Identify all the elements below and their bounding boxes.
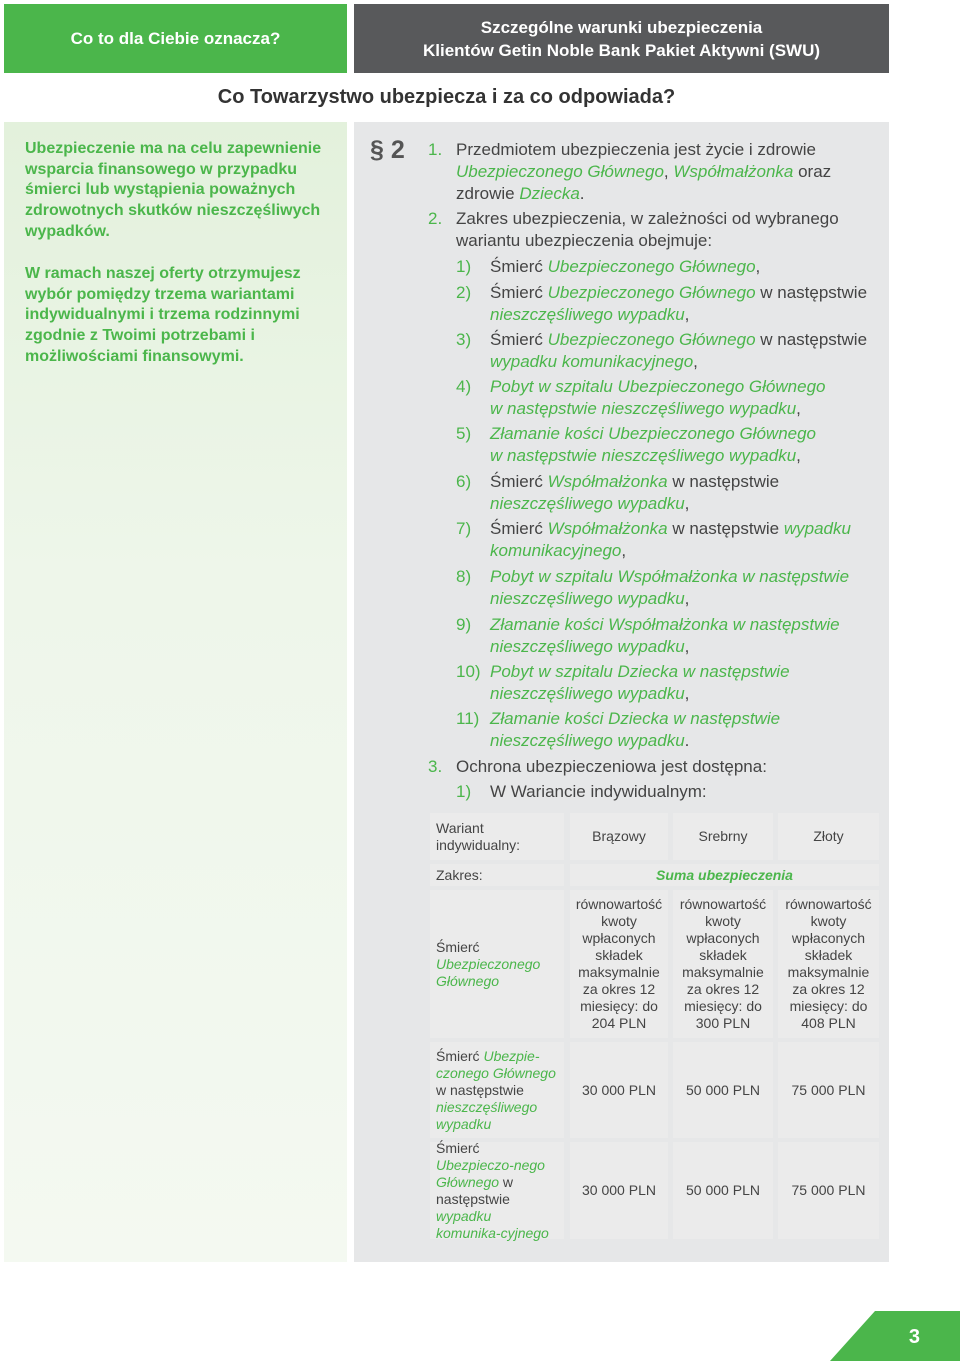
row2-label-text <box>436 1048 558 1133</box>
coverage-item <box>490 566 849 610</box>
coverage-item-part-1: , <box>796 446 801 465</box>
row1-gold: równowartość kwoty wpłaconych składek maksymalnie za okres 12 miesięcy: do 408 PLN <box>778 890 879 1038</box>
coverage-item-line1 <box>490 282 867 304</box>
point-3-number: 3. <box>428 757 443 776</box>
period: . <box>579 184 585 203</box>
coverage-item-line1 <box>490 661 790 683</box>
row3-bronze: 30 000 PLN <box>570 1142 668 1239</box>
coverage-item-part-1: , <box>684 494 690 513</box>
point-2-number: 2. <box>428 209 443 228</box>
row2-label-part-3: nieszczęśliwego wypadku <box>436 1098 538 1132</box>
coverage-item-part-2: , <box>755 257 761 276</box>
row2-bronze: 30 000 PLN <box>570 1042 668 1138</box>
point-1-line2 <box>456 161 831 183</box>
header-left-title-text: Co to dla Ciebie oznacza? <box>70 28 281 48</box>
coverage-item-line1 <box>490 614 840 636</box>
coverage-item-line2 <box>490 351 867 373</box>
coverage-item-line2 <box>490 683 790 705</box>
point-2-line1: Zakres ubezpieczenia, w zależności od wybranego <box>456 209 839 228</box>
row3-label-part-3: wypadku komunika-cyjnego <box>436 1207 549 1241</box>
coverage-item-line1 <box>490 376 825 398</box>
coverage-item-part-0: nieszczęśliwego wypadku <box>490 637 685 656</box>
coverage-item-part-0: nieszczęśliwego wypadku <box>490 731 685 750</box>
coverage-item-line1 <box>490 329 867 351</box>
row3-silver: 50 000 PLN <box>673 1142 773 1239</box>
coverage-item-line2 <box>490 398 825 420</box>
coverage-item-part-0: nieszczęśliwego wypadku <box>490 684 685 703</box>
point-3-sub-number: 1) <box>456 782 472 801</box>
coverage-item-part-1: . <box>684 731 690 750</box>
coverage-item-part-1: Ubezpieczonego Głównego <box>547 330 756 349</box>
coverage-item-part-2: w następstwie <box>667 472 780 491</box>
point-1-text <box>456 139 831 205</box>
coverage-item-part-0: Śmierć <box>490 330 548 349</box>
coverage-item-part-1: , <box>684 305 690 324</box>
coverage-item <box>490 256 760 278</box>
coverage-item-part-3: wypadku <box>783 519 851 538</box>
row3-label <box>430 1139 564 1241</box>
column-header-silver: Srebrny <box>673 813 773 860</box>
section-number: § 2 <box>370 136 405 164</box>
coverage-item-part-1: Współmałżonka <box>547 472 668 491</box>
coverage-item-part-0: w następstwie nieszczęśliwego wypadku <box>490 446 797 465</box>
coverage-item-part-1: , <box>684 637 690 656</box>
sidebar-paragraph-1: Ubezpieczenie ma na celu zapewnienie wsparcia finansowego w przypadku śmierci lub wystąpienia poważnych zdrowotnych skutków nieszczęśliwych wypadków. <box>25 140 322 240</box>
coverage-item <box>490 376 825 420</box>
term-insured: Ubezpieczonego Głównego <box>456 162 664 181</box>
coverage-item <box>490 423 816 467</box>
coverage-item-line1 <box>490 471 779 493</box>
sum-insured-label: Suma ubezpieczenia <box>570 864 879 886</box>
coverage-item <box>490 329 867 373</box>
point-3-sub-text: W Wariancie indywidualnym: <box>490 782 707 801</box>
point-1-line1: Przedmiotem ubezpieczenia jest życie i zdrowie <box>456 140 816 159</box>
coverage-item-number: 9) <box>456 615 472 634</box>
row3-label-part-2: w następstwie <box>436 1173 514 1207</box>
coverage-item-number: 6) <box>456 472 472 491</box>
coverage-item-number: 2) <box>456 283 472 302</box>
point-2-text <box>456 208 839 252</box>
coverage-item-number: 3) <box>456 330 472 349</box>
conjunction: oraz <box>793 162 832 181</box>
coverage-item-part-0: Pobyt w szpitalu Współmałżonka w następstwie <box>490 567 850 586</box>
coverage-item-part-1: , <box>693 352 698 371</box>
coverage-item-part-1: , <box>684 589 690 608</box>
table-scope-label: Zakres: <box>430 864 564 886</box>
header-title-line1: Szczególne warunki ubezpieczenia <box>480 17 763 37</box>
coverage-item <box>490 471 779 515</box>
health-word: zdrowie <box>456 184 520 203</box>
coverage-item-line2 <box>490 445 816 467</box>
coverage-item-part-0: w następstwie nieszczęśliwego wypadku <box>490 399 797 418</box>
page-number: 3 <box>908 1326 920 1348</box>
coverage-item-part-1: Ubezpieczonego Głównego <box>547 283 756 302</box>
coverage-item-part-0: nieszczęśliwego wypadku <box>490 305 685 324</box>
term-spouse: Współmałżonka <box>673 162 794 181</box>
coverage-item-number: 4) <box>456 377 472 396</box>
coverage-item-line2 <box>490 636 840 658</box>
row2-gold: 75 000 PLN <box>778 1042 879 1138</box>
coverage-item-line2 <box>490 730 780 752</box>
coverage-item-number: 8) <box>456 567 472 586</box>
point-3-text: Ochrona ubezpieczeniowa jest dostępna: <box>456 757 767 776</box>
coverage-item-number: 5) <box>456 424 472 443</box>
row1-bronze: równowartość kwoty wpłaconych składek maksymalnie za okres 12 miesięcy: do 204 PLN <box>570 890 668 1038</box>
coverage-item-part-0: wypadku komunikacyjnego <box>490 352 694 371</box>
coverage-item-part-1: , <box>684 684 690 703</box>
row3-label-part-1: Ubezpieczo-nego Głównego <box>436 1156 545 1190</box>
row2-label-part-1: Ubezpie-czonego Głównego <box>436 1047 556 1081</box>
coverage-item-part-1: , <box>621 541 627 560</box>
coverage-item-part-0: nieszczęśliwego wypadku <box>490 589 685 608</box>
row1-label-b: Ubezpieczonego Głównego <box>436 955 541 989</box>
coverage-item-part-0: Śmierć <box>490 283 548 302</box>
header-title-line2: Klientów Getin Noble Bank Pakiet Aktywni (SWU) <box>422 40 821 60</box>
row2-silver: 50 000 PLN <box>673 1042 773 1138</box>
row2-label-part-0: Śmierć <box>436 1047 484 1064</box>
row3-label-text <box>436 1140 558 1242</box>
coverage-item-part-2: w następstwie <box>667 519 784 538</box>
term-child: Dziecka <box>519 184 580 203</box>
coverage-item <box>490 282 867 326</box>
coverage-item-part-2: w następstwie <box>755 330 868 349</box>
row3-label-part-0: Śmierć <box>436 1139 480 1156</box>
coverage-item-line2 <box>490 304 867 326</box>
coverage-item <box>490 518 851 562</box>
page-subtitle: Co Towarzystwo ubezpiecza i za co odpowiada? <box>217 86 676 108</box>
coverage-item-part-0: Śmierć <box>490 519 548 538</box>
point-1-line3 <box>456 183 831 205</box>
coverage-item <box>490 661 790 705</box>
sidebar-panel <box>4 122 347 1262</box>
coverage-item-number: 7) <box>456 519 472 538</box>
comma: , <box>663 162 674 181</box>
point-1-number: 1. <box>428 140 443 159</box>
coverage-item-part-0: komunikacyjnego <box>490 541 622 560</box>
coverage-item-number: 1) <box>456 257 472 276</box>
coverage-item-part-0: nieszczęśliwego wypadku <box>490 494 685 513</box>
coverage-item-part-1: Ubezpieczonego Głównego <box>547 257 756 276</box>
coverage-item-part-0: Pobyt w szpitalu Dziecka w następstwie <box>490 662 790 681</box>
row1-label <box>430 890 564 1038</box>
coverage-item-line1 <box>490 566 849 588</box>
coverage-item-number: 11) <box>456 709 480 728</box>
sidebar-paragraph-2: W ramach naszej oferty otrzymujesz wybór pomiędzy trzema wariantami indywidualnymi i trzema rodzinnymi zgodnie z Twoimi potrzebami i możliwościami finansowymi. <box>25 265 301 365</box>
table-variant-label: Wariant indywidualny: <box>430 813 564 860</box>
coverage-item-part-0: Złamanie kości Dziecka w następstwie <box>490 709 781 728</box>
coverage-item-part-1: , <box>796 399 801 418</box>
page-corner-tab <box>830 1311 960 1361</box>
coverage-item-part-1: Współmałżonka <box>547 519 668 538</box>
column-header-gold: Złoty <box>778 813 879 860</box>
header-document-title <box>354 4 889 73</box>
coverage-item-part-0: Pobyt w szpitalu Ubezpieczonego Głównego <box>490 377 826 396</box>
row2-label-part-2: w następstwie <box>436 1081 524 1098</box>
coverage-item-line1 <box>490 423 816 445</box>
coverage-item-part-0: Śmierć <box>490 257 548 276</box>
row3-gold: 75 000 PLN <box>778 1142 879 1239</box>
coverage-item <box>490 614 840 658</box>
coverage-item-line1 <box>490 708 780 730</box>
coverage-item-line2 <box>490 540 851 562</box>
coverage-item-number: 10) <box>456 662 481 681</box>
coverage-item-line1 <box>490 256 760 278</box>
row1-silver: równowartość kwoty wpłaconych składek maksymalnie za okres 12 miesięcy: do 300 PLN <box>673 890 773 1038</box>
point-2-line2: wariantu ubezpieczenia obejmuje: <box>456 231 713 250</box>
coverage-item-part-0: Złamanie kości Ubezpieczonego Głównego <box>490 424 817 443</box>
coverage-item <box>490 708 780 752</box>
header-left-title <box>4 4 347 73</box>
row2-label <box>430 1042 564 1138</box>
row1-label-a: Śmierć <box>436 938 480 955</box>
column-header-bronze: Brązowy <box>570 813 668 860</box>
coverage-item-line2 <box>490 493 779 515</box>
coverage-item-part-0: Złamanie kości Współmałżonka w następstwie <box>490 615 840 634</box>
coverage-item-line2 <box>490 588 849 610</box>
coverage-item-line1 <box>490 518 851 540</box>
coverage-item-part-0: Śmierć <box>490 472 548 491</box>
coverage-item-part-2: w następstwie <box>755 283 868 302</box>
